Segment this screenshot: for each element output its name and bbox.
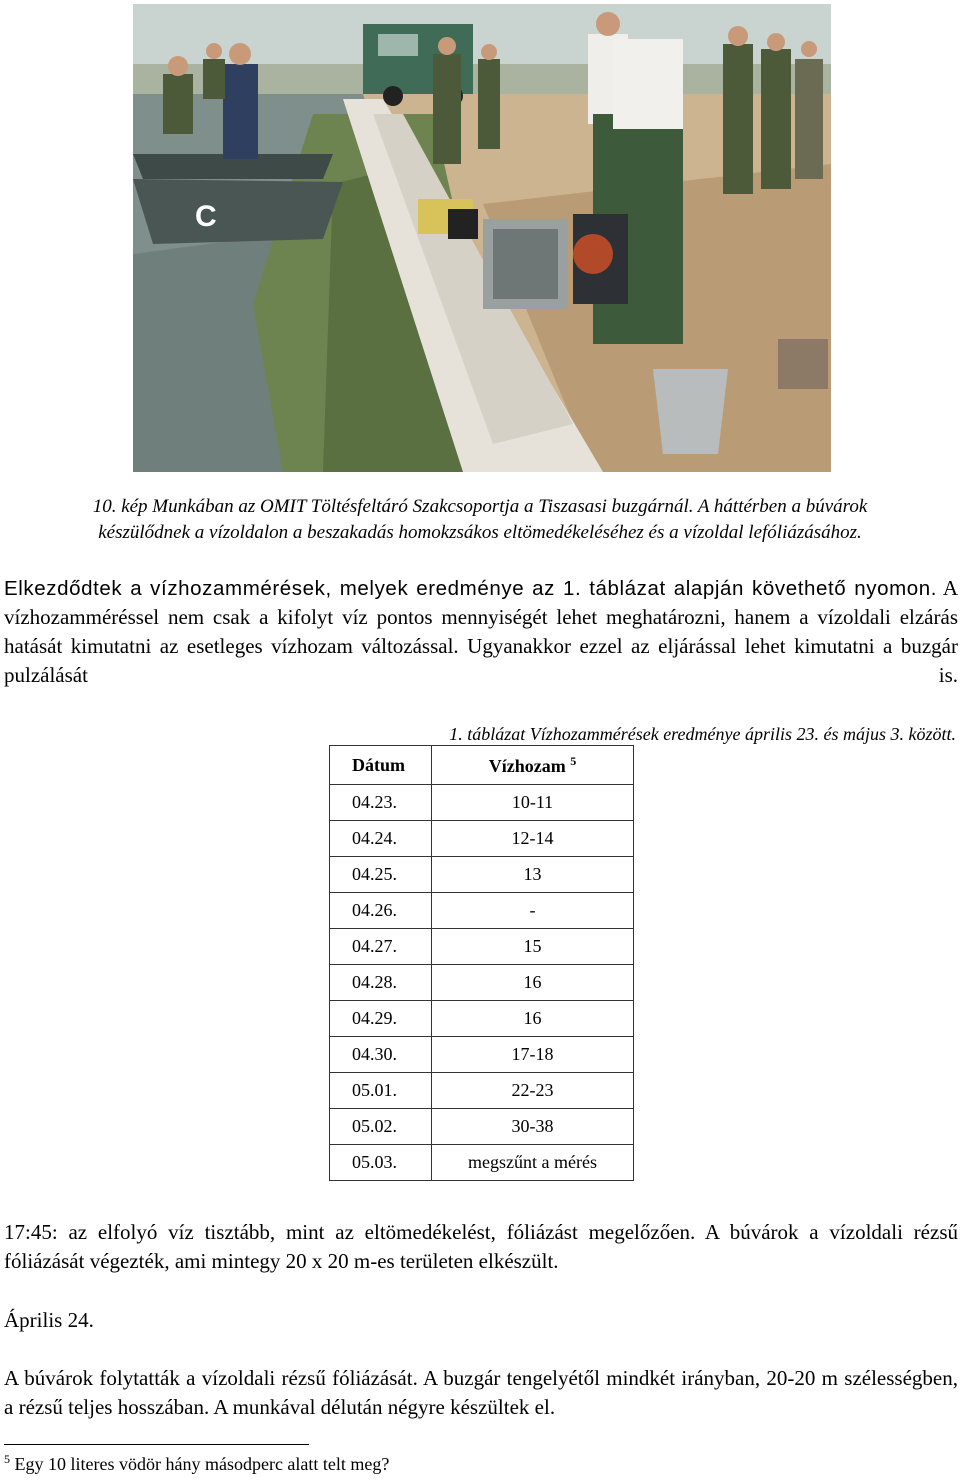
footnote-divider xyxy=(4,1444,309,1445)
footnote-ref: 5 xyxy=(570,753,577,768)
footnote-number: 5 xyxy=(4,1452,10,1466)
table-row: 05.01. 22-23 xyxy=(330,1073,634,1109)
table-row: 04.28. 16 xyxy=(330,965,634,1001)
footnote xyxy=(4,1452,389,1475)
table-row: 04.23. 10-11 xyxy=(330,785,634,821)
intro-paragraph xyxy=(4,574,958,690)
flow-table xyxy=(329,745,634,1181)
figure-caption-line1: 10. kép Munkában az OMIT Töltésfeltáró Szakcsoportja a Tiszasasi buzgárnál. A háttérben a búvárok xyxy=(92,496,868,517)
figure-caption-line2: készülődnek a vízoldalon a beszakadás homokzsákos eltömedékeléséhez és a vízoldal lefóliázásához. xyxy=(98,522,862,543)
table-row: 04.24. 12-14 xyxy=(330,821,634,857)
intro-sentence3: Ugyanakkor ezzel az eljárással lehet kimutatni a buzgár pulzálását is. xyxy=(4,634,958,687)
boat-front xyxy=(133,179,343,244)
table-caption: 1. táblázat Vízhozammérések eredménye április 23. és május 3. között. xyxy=(449,724,956,744)
table-row: 05.03. megszűnt a mérés xyxy=(330,1145,634,1181)
intro-sentence1: Elkezdődtek a vízhozammérések, melyek eredménye az 1. táblázat alapján követhető nyomon. xyxy=(4,577,938,600)
photo-levee-work xyxy=(133,4,831,472)
table-header-row xyxy=(330,746,634,785)
table-row: 05.02. 30-38 xyxy=(330,1109,634,1145)
header-flow: Vízhozam $^5$ xyxy=(432,746,634,785)
heading-april-24: Április 24. xyxy=(4,1308,94,1332)
table-row: 04.30. 17-18 xyxy=(330,1037,634,1073)
bucket xyxy=(653,369,728,454)
paragraph-1745: 17:45: az elfolyó víz tisztább, mint az eltömedékelést, fóliázást megelőzően. A búvárok a vízoldali rézsű fóliázását végezték, ami mintegy 20 x 20 m-es területen elkészült. xyxy=(4,1220,958,1273)
table-row: 04.25. 13 xyxy=(330,857,634,893)
table-row: 04.26. - xyxy=(330,893,634,929)
paragraph-april-24: A búvárok folytatták a vízoldali rézsű fóliázását. A buzgár tengelyétől mindkét irányban, 20-20 m szélességben, a rézsű teljes hosszában. A munkával délután négyre készültek el. xyxy=(4,1366,958,1419)
intro-sentence2: A vízhozamméréssel nem csak a kifolyt víz pontos mennyiségét lehet meghatározni, hanem a vízoldali elzárás hatását kimutatni az esetleges vízhozam változással. xyxy=(4,576,958,658)
table-row: 04.27. 15 xyxy=(330,929,634,965)
table-row: 04.29. 16 xyxy=(330,1001,634,1037)
boat-letter: C xyxy=(195,200,217,233)
footnote-text: Egy 10 literes vödör hány másodperc alatt telt meg? xyxy=(14,1454,390,1474)
header-date: Dátum xyxy=(330,746,432,785)
